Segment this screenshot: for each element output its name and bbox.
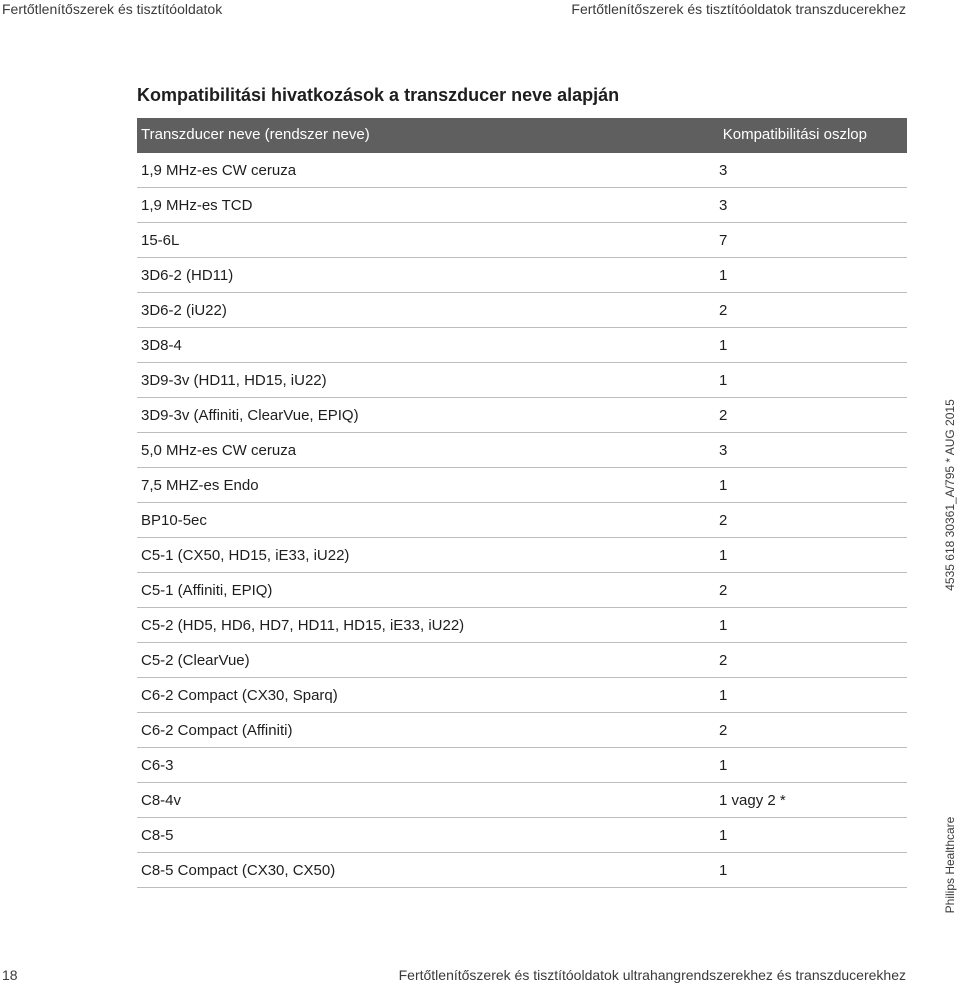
compat-column-value: 3 [719,162,728,179]
compat-column-value: 1 [719,617,728,634]
table-row [137,398,907,433]
table-row [137,433,907,468]
compat-column-value: 1 [719,337,728,354]
transducer-name: C5-1 (Affiniti, EPIQ) [141,582,273,599]
table-row [137,223,907,258]
transducer-name: 3D9-3v (Affiniti, ClearVue, EPIQ) [141,407,359,424]
compat-column-value: 3 [719,442,728,459]
table-row [137,783,907,818]
compat-column-value: 1 vagy 2 * [719,792,786,809]
transducer-name: 7,5 MHZ-es Endo [141,477,259,494]
header-transducer-name: Transzducer neve (rendszer neve) [141,126,370,143]
table-row [137,293,907,328]
document-id-text: 4535 618 30361_A/795 * AUG 2015 [943,399,957,591]
table-row [137,328,907,363]
transducer-name: 3D6-2 (iU22) [141,302,227,319]
table-row [137,853,907,888]
running-header-left: Fertőtlenítőszerek és tisztítóoldatok [2,1,223,17]
table-row [137,818,907,853]
transducer-name: 1,9 MHz-es CW ceruza [141,162,297,179]
compat-column-value: 3 [719,197,728,214]
compat-column-value: 2 [719,722,728,739]
transducer-name: 3D9-3v (HD11, HD15, iU22) [141,372,327,389]
page-number: 18 [2,967,18,983]
compat-column-value: 1 [719,547,728,564]
compat-column-value: 2 [719,302,728,319]
transducer-name: 15-6L [141,232,180,249]
transducer-name: 1,9 MHz-es TCD [141,197,253,214]
transducer-name: C8-5 Compact (CX30, CX50) [141,862,336,879]
compat-column-value: 1 [719,687,728,704]
transducer-name: 3D6-2 (HD11) [141,267,234,284]
transducer-name: C6-3 [141,757,174,774]
table-row [137,608,907,643]
table-row [137,258,907,293]
compat-column-value: 7 [719,232,728,249]
transducer-name: C6-2 Compact (Affiniti) [141,722,293,739]
compat-column-value: 1 [719,477,728,494]
transducer-name: 5,0 MHz-es CW ceruza [141,442,297,459]
table-row [137,363,907,398]
table-row [137,188,907,223]
compat-column-value: 1 [719,372,728,389]
compat-column-value: 1 [719,827,728,844]
table-row [137,713,907,748]
transducer-name: BP10-5ec [141,512,207,529]
compat-column-value: 1 [719,757,728,774]
transducer-name: 3D8-4 [141,337,182,354]
compat-column-value: 1 [719,267,728,284]
compat-column-value: 1 [719,862,728,879]
transducer-name: C8-4v [141,792,182,809]
transducer-name: C6-2 Compact (CX30, Sparq) [141,687,338,704]
table-row [137,153,907,188]
transducer-name: C5-1 (CX50, HD15, iE33, iU22) [141,547,350,564]
compat-column-value: 2 [719,582,728,599]
transducer-name: C5-2 (ClearVue) [141,652,250,669]
side-document-id [935,400,960,590]
compat-column-value: 2 [719,652,728,669]
table-row [137,573,907,608]
header-compat-column: Kompatibilitási oszlop [722,126,867,143]
table-row [137,678,907,713]
compat-column-value: 2 [719,512,728,529]
transducer-name: C5-2 (HD5, HD6, HD7, HD11, HD15, iE33, iU22) [141,617,465,634]
side-brand [935,815,960,915]
running-header-right: Fertőtlenítőszerek és tisztítóoldatok transzducerekhez [571,1,906,17]
table-row [137,748,907,783]
section-title: Kompatibilitási hivatkozások a transzducer neve alapján [137,85,620,105]
running-footer: Fertőtlenítőszerek és tisztítóoldatok ultrahangrendszerekhez és transzducerekhez [398,967,906,983]
brand-text: Philips Healthcare [943,816,957,914]
compatibility-table [137,118,907,888]
table-row [137,468,907,503]
table-header [137,118,907,153]
table-row [137,503,907,538]
table-row [137,538,907,573]
compat-column-value: 2 [719,407,728,424]
transducer-name: C8-5 [141,827,174,844]
table-row [137,643,907,678]
